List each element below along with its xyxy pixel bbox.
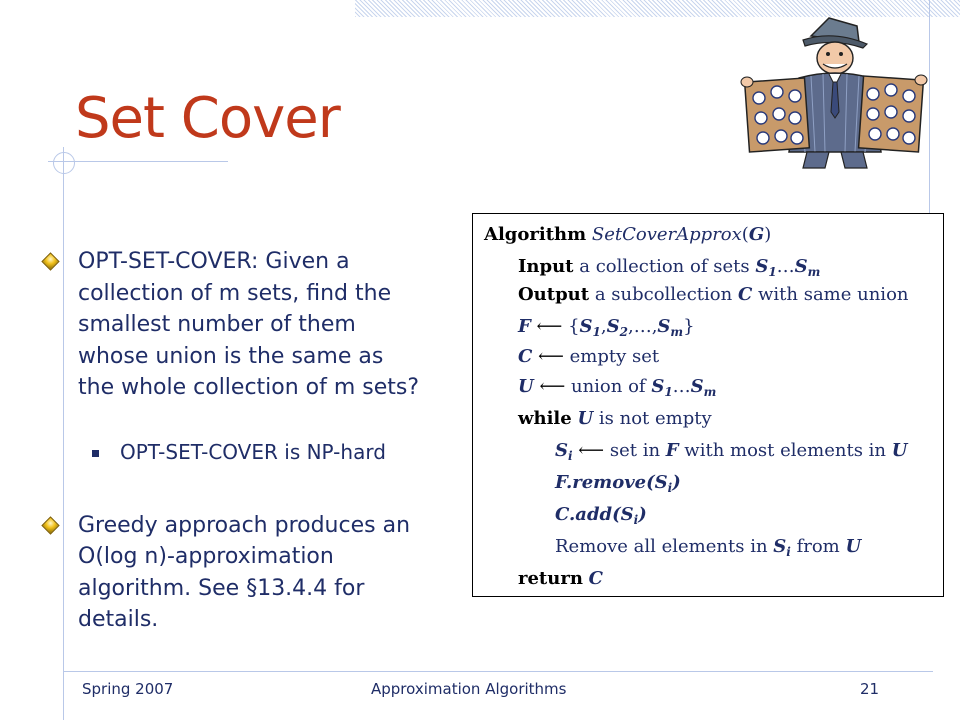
- ellipsis: …: [672, 376, 691, 397]
- sub-i: i: [667, 481, 673, 495]
- algo-header: Algorithm SetCoverApprox(G): [484, 224, 772, 245]
- var-s: S: [657, 316, 671, 337]
- bullet-line: O(log n)-approximation: [78, 544, 334, 569]
- var-s: S: [794, 256, 808, 277]
- assign-arrow-icon: ⟵: [539, 376, 566, 397]
- frame-corner-circle: [53, 152, 75, 174]
- remove-all-text: Remove all elements in: [555, 536, 768, 557]
- algo-line-u: [518, 376, 716, 399]
- input-text: a collection of sets: [579, 256, 750, 277]
- bullet-line: smallest number of them: [78, 312, 356, 337]
- return-keyword: return: [518, 568, 583, 589]
- var-f: F: [665, 440, 679, 461]
- assign-arrow-icon: ⟵: [578, 440, 605, 461]
- set-in-text: set in: [609, 440, 661, 461]
- assign-arrow-icon: ⟵: [536, 316, 563, 337]
- slide-title: Set Cover: [75, 86, 340, 151]
- algo-line-c: [518, 346, 659, 367]
- algo-keyword: Algorithm: [484, 224, 587, 245]
- add-call: C.add(: [555, 504, 621, 525]
- sub-i: i: [633, 513, 639, 527]
- output-tail: with same union: [758, 284, 909, 305]
- ellipsis: …: [776, 256, 795, 277]
- sub-2: 2: [619, 325, 628, 339]
- not-empty-text: is not empty: [598, 408, 712, 429]
- sub-i: i: [568, 449, 573, 463]
- algo-param: G: [748, 224, 765, 245]
- most-elements-text: with most elements in: [684, 440, 887, 461]
- var-s: S: [755, 256, 769, 277]
- algo-remove-line: [555, 472, 681, 495]
- bullet-line: whose union is the same as: [78, 343, 384, 369]
- bullet-list: [40, 246, 450, 636]
- sub-m: m: [703, 385, 717, 399]
- var-s: S: [654, 472, 668, 493]
- var-s: S: [690, 376, 704, 397]
- var-u: U: [891, 440, 908, 461]
- output-keyword: Output: [518, 284, 590, 305]
- var-s: S: [579, 316, 593, 337]
- algo-while-line: [518, 408, 712, 429]
- algo-removeall-line: [555, 536, 861, 559]
- algo-return-line: [518, 568, 603, 589]
- empty-set-text: empty set: [569, 346, 660, 367]
- var-c: C: [518, 346, 533, 367]
- var-s: S: [651, 376, 665, 397]
- bullet-item: [40, 510, 450, 636]
- bullet-line: collection of m sets, find the: [78, 280, 392, 306]
- sub-bullet-text: OPT-SET-COVER is NP-hard: [120, 439, 386, 464]
- output-text: a subcollection: [594, 284, 733, 305]
- sub-m: m: [807, 265, 821, 279]
- diamond-bullet-icon: [41, 252, 59, 270]
- close-paren: ): [638, 504, 647, 525]
- bullet-line: OPT-SET-COVER: Given a: [78, 249, 350, 274]
- var-s: S: [773, 536, 787, 557]
- algo-add-line: [555, 504, 647, 527]
- var-u: U: [518, 376, 534, 397]
- from-text: from: [796, 536, 840, 557]
- algorithm-box: [472, 213, 944, 597]
- mascot-illustration: [733, 12, 933, 172]
- var-s: S: [620, 504, 634, 525]
- input-keyword: Input: [518, 256, 574, 277]
- var-u: U: [845, 536, 862, 557]
- close-paren: ): [672, 472, 681, 493]
- sub-m: m: [670, 325, 684, 339]
- var-f: F: [518, 316, 531, 337]
- while-keyword: while: [518, 408, 572, 429]
- sub-i: i: [786, 545, 791, 559]
- footer-line: [63, 671, 933, 672]
- algo-input-line: [518, 256, 820, 279]
- diamond-bullet-icon: [41, 516, 59, 534]
- bullet-line: algorithm. See §13.4.4 for: [78, 575, 365, 601]
- algo-output-line: [518, 284, 909, 305]
- assign-arrow-icon: ⟵: [538, 346, 564, 367]
- sub-1: 1: [592, 325, 601, 339]
- bullet-item: [40, 246, 450, 404]
- bullet-line: the whole collection of m sets?: [78, 375, 420, 400]
- sub-1: 1: [768, 265, 777, 279]
- bullet-line: Greedy approach produces an: [78, 512, 411, 538]
- union-of-text: union of: [570, 376, 646, 397]
- var-s: S: [555, 440, 568, 461]
- square-bullet-icon: [92, 450, 99, 457]
- algo-name: SetCoverApprox: [591, 224, 742, 245]
- algo-line-f: F ⟵ $\{S_1,S_2,\dots,S_m\}$: [518, 316, 695, 339]
- frame-horizontal-line: [48, 161, 228, 162]
- footer-date: Spring 2007: [82, 680, 174, 698]
- sub-bullet-item: [40, 438, 450, 466]
- var-c: C: [588, 568, 603, 589]
- page-number: 21: [860, 680, 880, 698]
- bullet-line: details.: [78, 607, 159, 632]
- remove-call: F.remove(: [555, 472, 655, 493]
- footer-title: Approximation Algorithms: [371, 680, 567, 698]
- var-u: U: [577, 408, 594, 429]
- var-s: S: [606, 316, 620, 337]
- algo-select-line: [555, 440, 907, 463]
- var-c: C: [737, 284, 753, 305]
- sub-1: 1: [664, 385, 673, 399]
